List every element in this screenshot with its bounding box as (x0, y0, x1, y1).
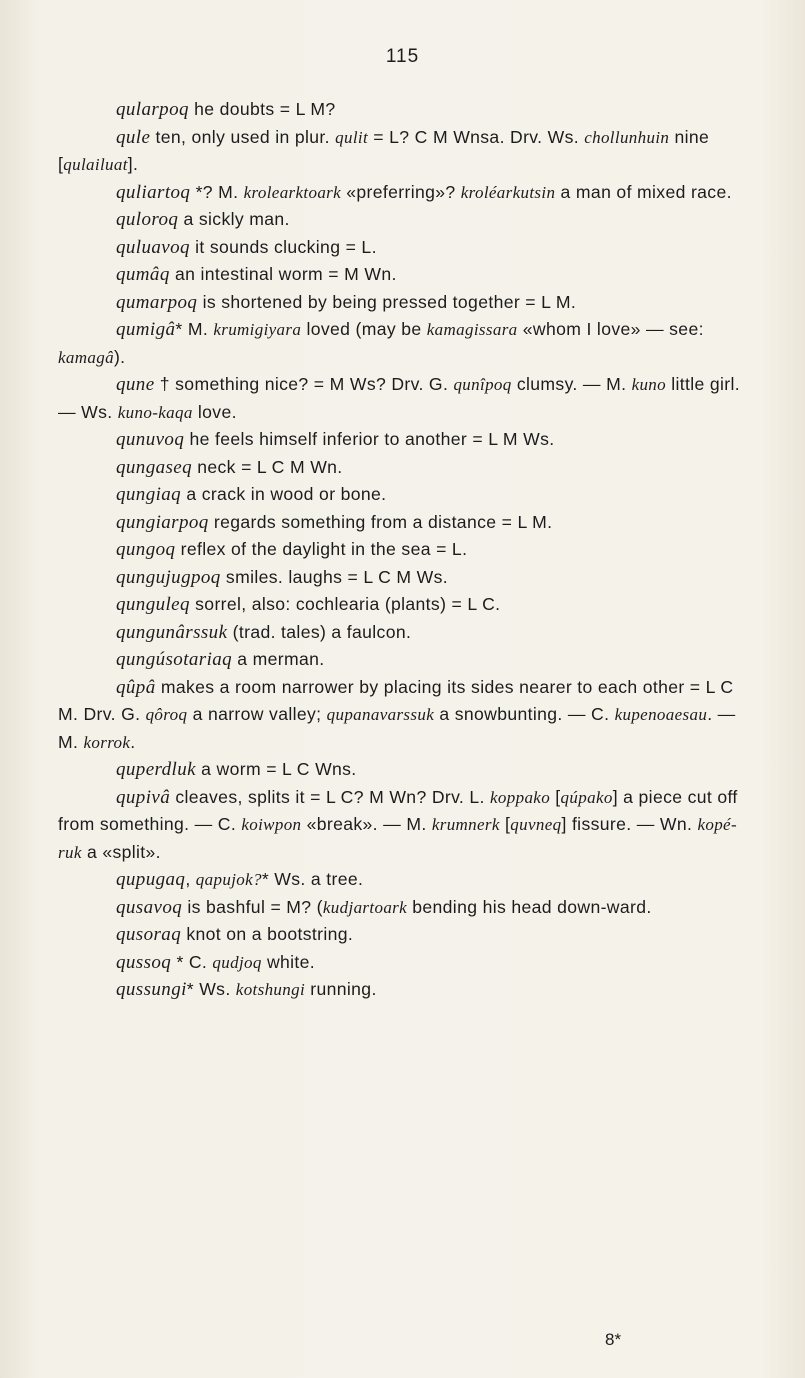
italic-term: qunîpoq (453, 375, 512, 394)
italic-term: chollunhuin (584, 127, 670, 147)
entry-headword: qusavoq (116, 896, 183, 918)
dictionary-entry: qusoraq knot on a bootstring. (116, 924, 354, 945)
italic-term: quvneq (510, 815, 562, 834)
italic-term: kamagâ (58, 347, 114, 367)
entry-headword: quluavoq (116, 236, 190, 258)
dictionary-entry: qussungi* Ws. kotshungi running. (116, 979, 377, 1000)
dictionary-entry: qungujugpoq smiles. laughs = L C M Ws. (116, 566, 448, 588)
dictionary-entry: qule ten, only used in plur. qulit = L? C M Wnsa. Drv. Ws. chollunhuin nine [qulailuat]. (58, 126, 710, 174)
dictionary-entry: quliartoq *? M. krolearktoark «preferring»? kroléarkutsin a man of mixed race. (116, 181, 732, 203)
entry-headword: qumigâ (116, 319, 176, 340)
italic-term: kopé-ruk (58, 815, 737, 862)
entry-headword: qungiarpoq (116, 511, 209, 533)
dictionary-entry: qumarpoq is shortened by being pressed together = L M. (116, 291, 577, 313)
italic-term: krumigiyara (213, 320, 302, 339)
dictionary-entry: qularpoq he doubts = L M? (116, 99, 336, 120)
dictionary-entry: quperdluk a worm = L C Wns. (116, 759, 357, 780)
entry-headword: qungujugpoq (116, 566, 221, 588)
entry-headword: qule (116, 126, 151, 148)
dictionary-entry: qunguleq sorrel, also: cochlearia (plants) = L C. (116, 594, 501, 615)
entry-headword: qussoq (116, 951, 172, 973)
italic-term: krumnerk (431, 815, 500, 834)
dictionary-entry: qûpâ makes a room narrower by placing its sides nearer to each other = L C M. Drv. G. qôroq a narrow valley; qupanavarssuk a snowbunting. — C. kupenoaesau. — M. korrok. (58, 676, 736, 752)
dictionary-entry: qungoq reflex of the daylight in the sea = L. (116, 539, 468, 560)
entry-headword: quliartoq (116, 181, 191, 203)
entry-headword: qumarpoq (116, 291, 198, 313)
entry-headword: qunguleq (116, 594, 190, 615)
entry-headword: qungúsotariaq (116, 649, 233, 670)
italic-term: kudjartoark (322, 897, 408, 917)
entry-headword: quperdluk (116, 759, 196, 780)
dictionary-entry: qungiarpoq regards something from a distance = L M. (116, 511, 553, 533)
italic-term: qulailuat (63, 155, 128, 174)
entry-headword: qungunârssuk (116, 621, 228, 643)
dictionary-entry: qungúsotariaq a merman. (116, 649, 325, 670)
italic-term: qupanavarssuk (326, 705, 435, 724)
italic-term: qudjoq (212, 952, 262, 972)
italic-term: qulit (335, 127, 369, 147)
dictionary-entry: qungunârssuk (trad. tales) a faulcon. (116, 621, 412, 643)
entry-headword: qularpoq (116, 99, 189, 120)
italic-term: qôroq (145, 705, 188, 724)
entry-headword: qungiaq (116, 484, 182, 505)
entry-headword: qunuvoq (116, 429, 185, 450)
printer-signature: 8* (605, 1330, 622, 1349)
entry-headword: qungoq (116, 539, 176, 560)
page-number: 115 (385, 46, 420, 67)
italic-term: kamagissara (426, 320, 518, 339)
dictionary-entry: qumâq an intestinal worm = M Wn. (116, 264, 397, 285)
italic-term: kroléarkutsin (460, 182, 556, 202)
dictionary-entry: qunuvoq he feels himself inferior to another = L M Ws. (116, 429, 555, 450)
dictionary-entry: qusavoq is bashful = M? (kudjartoark bending his head down-ward. (116, 896, 652, 918)
dictionary-entry: qune † something nice? = M Ws? Drv. G. qunîpoq clumsy. — M. kuno little girl. — Ws. kuno-kaqa love. (58, 374, 740, 422)
italic-term: korrok (83, 732, 131, 752)
dictionary-entry: qupugaq, qapujok?* Ws. a tree. (116, 869, 364, 890)
italic-term: qapujok? (195, 870, 262, 889)
dictionary-entry: qungiaq a crack in wood or bone. (116, 484, 387, 505)
italic-term: kuno (631, 375, 667, 394)
dictionary-entry: qupivâ cleaves, splits it = L C? M Wn? Drv. L. koppako [qúpako] a piece cut off from something. — C. koiwpon «break». — M. krumnerk [quvneq] fissure. — Wn. kopé-ruk a «split». (58, 786, 738, 862)
italic-term: krolearktoark (243, 182, 342, 202)
italic-term: koppako (490, 787, 551, 807)
italic-term: kupenoaesau (614, 705, 708, 724)
entry-headword: qûpâ (116, 676, 156, 698)
dictionary-entry: qussoq * C. qudjoq white. (116, 951, 316, 973)
entry-headword: qusoraq (116, 924, 182, 945)
dictionary-entry: qungaseq neck = L C M Wn. (116, 456, 343, 478)
entry-headword: qupugaq (116, 869, 186, 890)
entry-headword: qupivâ (116, 786, 171, 808)
dictionary-entry: qumigâ* M. krumigiyara loved (may be kamagissara «whom I love» — see: kamagâ). (58, 319, 704, 367)
italic-term: kuno-kaqa (117, 402, 193, 422)
italic-term: qúpako (560, 787, 613, 807)
entry-headword: qumâq (116, 264, 170, 285)
entry-headword: qussungi (116, 979, 187, 1000)
dictionary-entry: quloroq a sickly man. (116, 209, 290, 230)
entry-list (58, 96, 758, 1004)
dictionary-entry: quluavoq it sounds clucking = L. (116, 236, 377, 258)
entry-headword: qune (116, 374, 155, 395)
entry-headword: qungaseq (116, 456, 193, 478)
italic-term: kotshungi (235, 980, 306, 999)
entry-headword: quloroq (116, 209, 179, 230)
italic-term: koiwpon (241, 815, 302, 834)
